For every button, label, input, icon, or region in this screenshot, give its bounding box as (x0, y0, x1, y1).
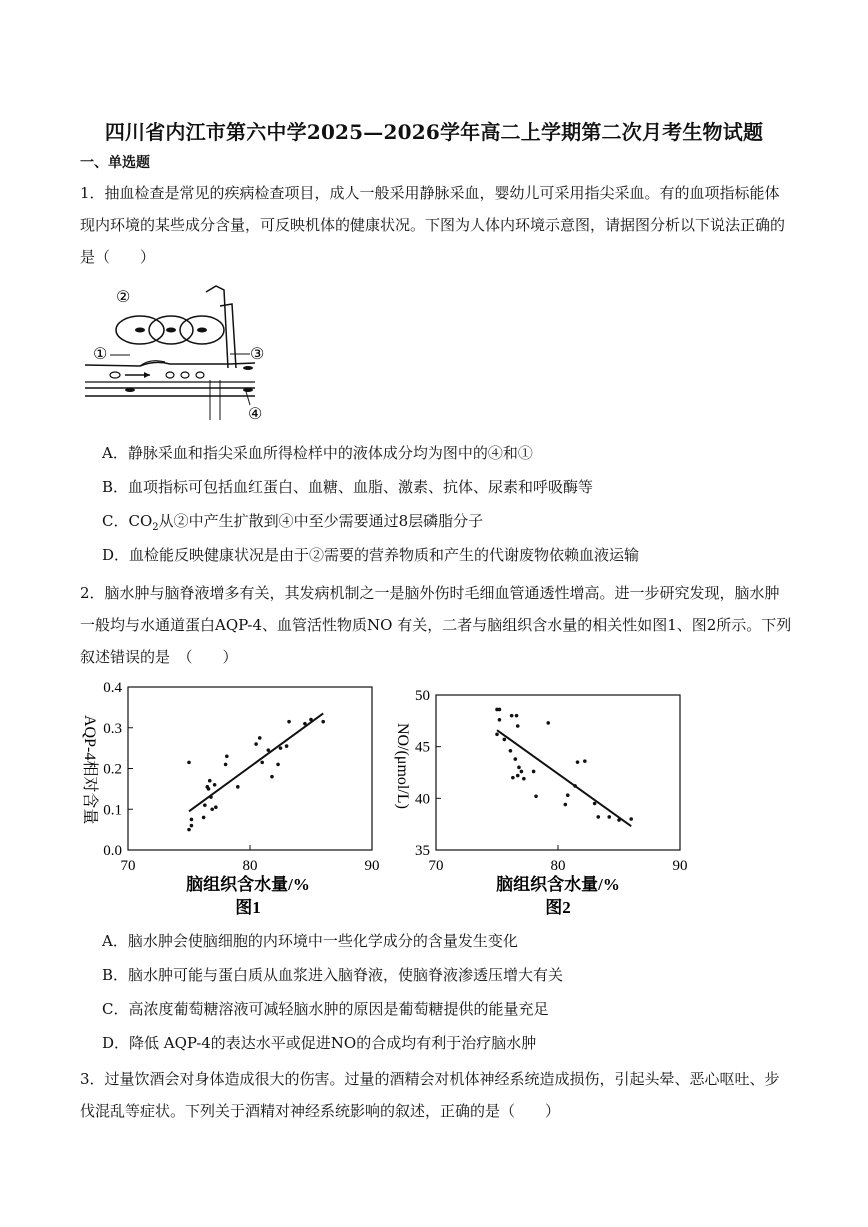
c2-data-point (566, 793, 570, 797)
chart2-plot-frame (436, 695, 680, 850)
q1-option-c-pre: C．CO (102, 512, 153, 530)
c1-xtick-label: 70 (120, 858, 136, 874)
chart1-plot-frame (128, 687, 372, 850)
c2-data-point (607, 815, 611, 819)
c1-data-point (236, 785, 240, 789)
c1-data-point (258, 736, 262, 740)
q2-option-a[interactable]: A．脑水肿会使脑细胞的内环境中一些化学成分的含量发生变化 (102, 932, 518, 950)
c2-data-point (515, 714, 519, 718)
c1-ytick-label: 0.1 (103, 802, 122, 819)
c1-xtick-label: 80 (242, 858, 258, 874)
c2-data-point (516, 774, 520, 778)
c1-data-point (187, 828, 191, 832)
chart2-trendline (497, 730, 631, 826)
c1-data-point (210, 807, 214, 811)
c2-data-point (498, 708, 502, 712)
c2-data-point (517, 766, 521, 770)
c2-xtick-label: 90 (672, 858, 688, 874)
q2-option-c[interactable]: C．高浓度葡萄糖溶液可减轻脑水肿的原因是葡萄糖提供的能量充足 (102, 1000, 549, 1018)
c1-data-point (208, 779, 212, 783)
c1-data-point (276, 763, 280, 767)
c1-ytick-label: 0.0 (103, 843, 122, 859)
c2-data-point (522, 777, 526, 781)
c2-data-point (534, 794, 538, 798)
c1-data-point (190, 818, 194, 822)
c2-ytick-label: 40 (415, 791, 430, 808)
c2-data-point (514, 757, 518, 761)
question-3-text: 3．过量饮酒会对身体造成很大的伤害。过量的酒精会对机体神经系统造成损伤，引起头晕、恶心呕吐、步伐混乱等症状。下列关于酒精对神经系统影响的叙述，正确的是（ ） (80, 1070, 780, 1120)
c2-data-point (509, 749, 513, 753)
q1-option-c[interactable] (102, 511, 483, 538)
c2-data-point (629, 817, 633, 821)
q2-option-d[interactable]: D．降低 AQP-4的表达水平或促进NO的合成均有利于治疗脑水肿 (102, 1034, 537, 1052)
c2-data-point (583, 759, 587, 763)
q1-option-d[interactable]: D．血检能反映健康状况是由于②需要的营养物质和产生的代谢废物依赖血液运输 (102, 546, 640, 564)
figure-1-chart (80, 675, 390, 923)
c1-data-point (287, 720, 291, 724)
c1-ytick-label: 0.4 (103, 680, 122, 696)
chart2-title: 图2 (545, 898, 571, 917)
question-2-text: 2．脑水肿与脑脊液增多有关，其发病机制之一是脑外伤时毛细血管通透性增高。进一步研究发现，脑水肿一般均与水通道蛋白AQP-4、血管活性物质NO 有关，二者与脑组织含水量的相关性如图1、图2所示。下列叙述错误的是 （ ） (80, 584, 792, 666)
c1-ytick-label: 0.2 (103, 761, 122, 778)
section-heading: 一、单选题 (80, 155, 150, 171)
question-1-text: 1．抽血检查是常见的疾病检查项目，成人一般采用静脉采血，婴幼儿可采用指尖采血。有的血项指标能体现内环境的某些成分含量，可反映机体的健康状况。下图为人体内环境示意图，请据图分析以下说法正确的是（ ） (80, 184, 786, 266)
c2-ytick-label: 50 (415, 688, 430, 704)
c2-data-point (564, 803, 568, 807)
c2-data-point (511, 776, 515, 780)
chart1-xlabel: 脑组织含水量/% (186, 875, 310, 894)
q2-option-b[interactable]: B．脑水肿可能与蛋白质从血浆进入脑脊液，使脑脊液渗透压增大有关 (102, 966, 564, 984)
c2-xtick-label: 70 (428, 858, 444, 874)
diagram-label-1: ① (93, 346, 108, 363)
chart2-ylabel: NO/(μmol/L) (394, 723, 411, 809)
c2-data-point (593, 802, 597, 806)
c2-data-point (546, 721, 550, 725)
internal-environment-diagram (80, 280, 300, 425)
c1-xtick-label: 90 (364, 858, 380, 874)
c2-data-point (498, 718, 502, 722)
c2-data-point (516, 724, 520, 728)
c1-data-point (187, 761, 191, 765)
q1-option-c-post: 从②中产生扩散到④中至少需要通过8层磷脂分子 (158, 512, 484, 530)
c2-data-point (510, 714, 514, 718)
c1-data-point (224, 763, 228, 767)
diagram-label-2: ② (116, 289, 131, 306)
c2-data-point (576, 760, 580, 764)
c2-data-point (520, 770, 524, 774)
chart2-xlabel: 脑组织含水量/% (496, 875, 620, 894)
page-title: 四川省内江市第六中学2025—2026学年高二上学期第二次月考生物试题 (104, 120, 764, 144)
chart1-ylabel: AQP-4相对含量 (81, 715, 98, 825)
c1-data-point (321, 720, 325, 724)
c1-data-point (203, 803, 207, 807)
diagram-label-4: ④ (248, 406, 263, 423)
c1-data-point (285, 744, 289, 748)
c1-data-point (254, 742, 258, 746)
c1-data-point (214, 805, 218, 809)
c2-data-point (503, 738, 507, 742)
c1-data-point (279, 746, 283, 750)
c2-data-point (596, 815, 600, 819)
c2-ytick-label: 35 (415, 843, 430, 859)
q1-option-b[interactable]: B．血项指标可包括血红蛋白、血糖、血脂、激素、抗体、尿素和呼吸酶等 (102, 478, 594, 496)
c1-ytick-label: 0.3 (103, 720, 122, 737)
c2-data-point (495, 732, 499, 736)
c1-data-point (225, 754, 229, 758)
c1-data-point (202, 816, 206, 820)
c2-xtick-label: 80 (550, 858, 566, 874)
figure-2-chart (388, 675, 698, 923)
q1-option-c-sub: 2 (152, 522, 159, 533)
diagram-label-3: ③ (250, 346, 265, 363)
c1-data-point (207, 787, 211, 791)
c2-data-point (532, 770, 536, 774)
chart1-trendline (189, 713, 323, 811)
c1-data-point (213, 783, 217, 787)
chart1-title: 图1 (235, 898, 261, 917)
c1-data-point (270, 775, 274, 779)
q1-option-a[interactable]: A．静脉采血和指尖采血所得检样中的液体成分均为图中的④和① (102, 444, 533, 462)
c1-data-point (190, 824, 194, 828)
c2-ytick-label: 45 (415, 739, 430, 756)
c1-data-point (260, 761, 264, 765)
